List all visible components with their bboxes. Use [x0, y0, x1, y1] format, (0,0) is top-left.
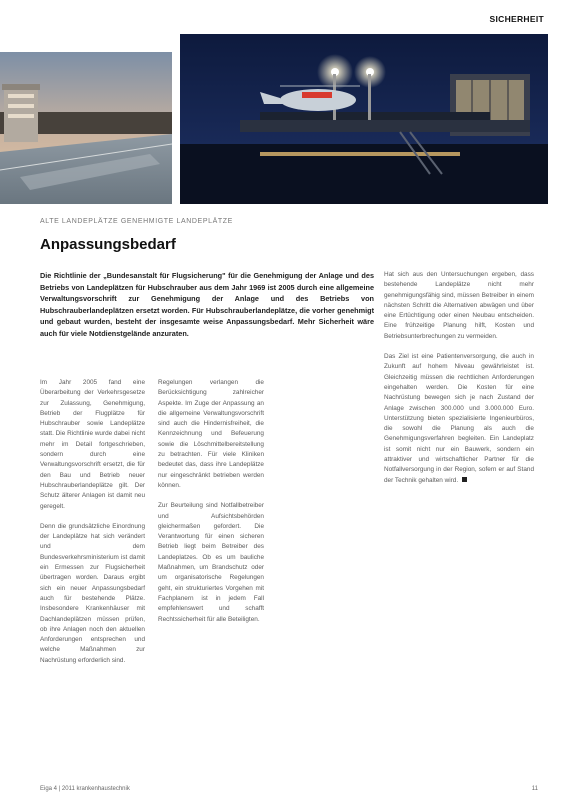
footer-publication: Eiga 4 | 2011 krankenhaustechnik	[40, 786, 130, 792]
helipad-rooftop-photo	[0, 52, 172, 204]
helipad-night-photo	[180, 34, 548, 204]
body-paragraph: Im Jahr 2005 fand eine Überarbeitung der Verkehrsgesetze zur Zulassung, Genehmigung, Betrieb der Flugplätze für Hubschrauber sowie Landeplätze statt. Die Richtlinie wurde dabei nicht mehr im Detail fortgeschrieben, sondern durch eine Verwaltungsvorschrift ersetzt, die für den Bau und Betrieb neuer Hubschrauberlandeplätze gilt. Der Schutz älterer Anlagen ist damit neu geregelt.	[40, 379, 145, 510]
body-column-2	[158, 378, 264, 635]
body-paragraph: Zur Beurteilung sind Notfallbetreiber und Aufsichtsbehörden gleichermaßen gefordert. Die Verantwortung für einen sicheren Betrieb liegt beim Betreiber des Landeplatzes. Ob es um bauliche Maßnahmen, um Brandschutz oder um organisatorische Regelungen geht, ein strukturiertes Vorgehen mit Fachplanern ist in jedem Fall empfehlenswert und schafft Rechtssicherheit für alle Beteiligten.	[158, 502, 264, 623]
body-paragraph: Denn die grundsätzliche Einordnung der Landeplätze hat sich verändert und dem Bundesverkehrsministerium ist damit ein Ermessen zur Flugsicherheit übertragen worden. Daraus ergibt sich ein neuer Anpassungsbedarf auch für bestehende Plätze. Insbesondere Krankenhäuser mit Dachlandeplätzen müssen prüfen, ob ihre Anlagen noch den aktuellen Anforderungen entsprechen und welche Maßnahmen zur Nachrüstung erforderlich sind.	[40, 522, 145, 664]
page-number: 11	[531, 786, 538, 792]
body-paragraph-text: Das Ziel ist eine Patientenversorgung, die auch in Zukunft auf hohem Niveau gewährleistet ist. Gleichzeitig müssen die rechtlichen Anforderungen eingehalten werden. Die Kosten für eine Nachrüstung bewegen sich je nach Zustand der Anlage zwischen 300.000 und 3.000.000 Euro. Unterstützung bieten spezialisierte Ingenieurbüros, die sowohl die Planung als auch die Genehmigungsverfahren begleiten. Ein Landeplatz ist somit nicht nur ein Bauwerk, sondern ein attraktiver und wirtschaftlicher Partner für die Notfallversorgung in der Region, sofern er auf Stand der Technik gehalten wird.	[384, 353, 534, 484]
article-title: Anpassungsbedarf	[40, 236, 176, 253]
helipad-rooftop-image	[0, 52, 172, 204]
body-column-3	[384, 270, 534, 496]
body-paragraph	[384, 352, 534, 486]
article-kicker: ALTE LANDEPLÄTZE GENEHMIGTE LANDEPLÄTZE	[40, 218, 233, 225]
body-paragraph: Hat sich aus den Untersuchungen ergeben, dass bestehende Landeplätze nicht mehr genehmigungsfähig sind, müssen Betreiber in einem nächsten Schritt die Alternativen abwägen und über eine Ertüchtigung oder einen Neubau entscheiden. Eine frühzeitige Planung hilft, Kosten und Betriebsunterbrechungen zu vermeiden.	[384, 271, 534, 340]
end-of-article-icon	[462, 477, 467, 482]
section-label: SICHERHEIT	[489, 14, 544, 24]
article-lead: Die Richtlinie der „Bundesanstalt für Flugsicherung" für die Genehmigung der Anlage und des Betriebs von Landeplätzen für Hubschrauber aus dem Jahr 1969 ist 2005 durch eine allgemeine Verwaltungsvorschrift zur Genehmigung der Anlage und des Betriebs von Hubschrauberlandeplätzen ersetzt worden. Für Hubschrauberlandeplätze, die vorher genehmigt und gebaut wurden, besteht der insgesamte weise Anpassungsbedarf. Mehr Sicherheit wäre auch für viele Notdienstgelände anzuraten.	[40, 271, 374, 338]
body-paragraph: Regelungen verlangen die Berücksichtigung zahlreicher Aspekte. Im Zuge der Anpassung an die allgemeine Verwaltungsvorschrift sind auch die Hindernisfreiheit, die Kennzeichnung und Befeuerung sowie die Löschmittelbereitstellung zu betrachten. Für viele Kliniken bedeutet das, dass ihre Landeplätze nur eingeschränkt betrieben werden können.	[158, 379, 264, 489]
helipad-night-image	[180, 34, 548, 204]
body-column-1	[40, 378, 145, 676]
